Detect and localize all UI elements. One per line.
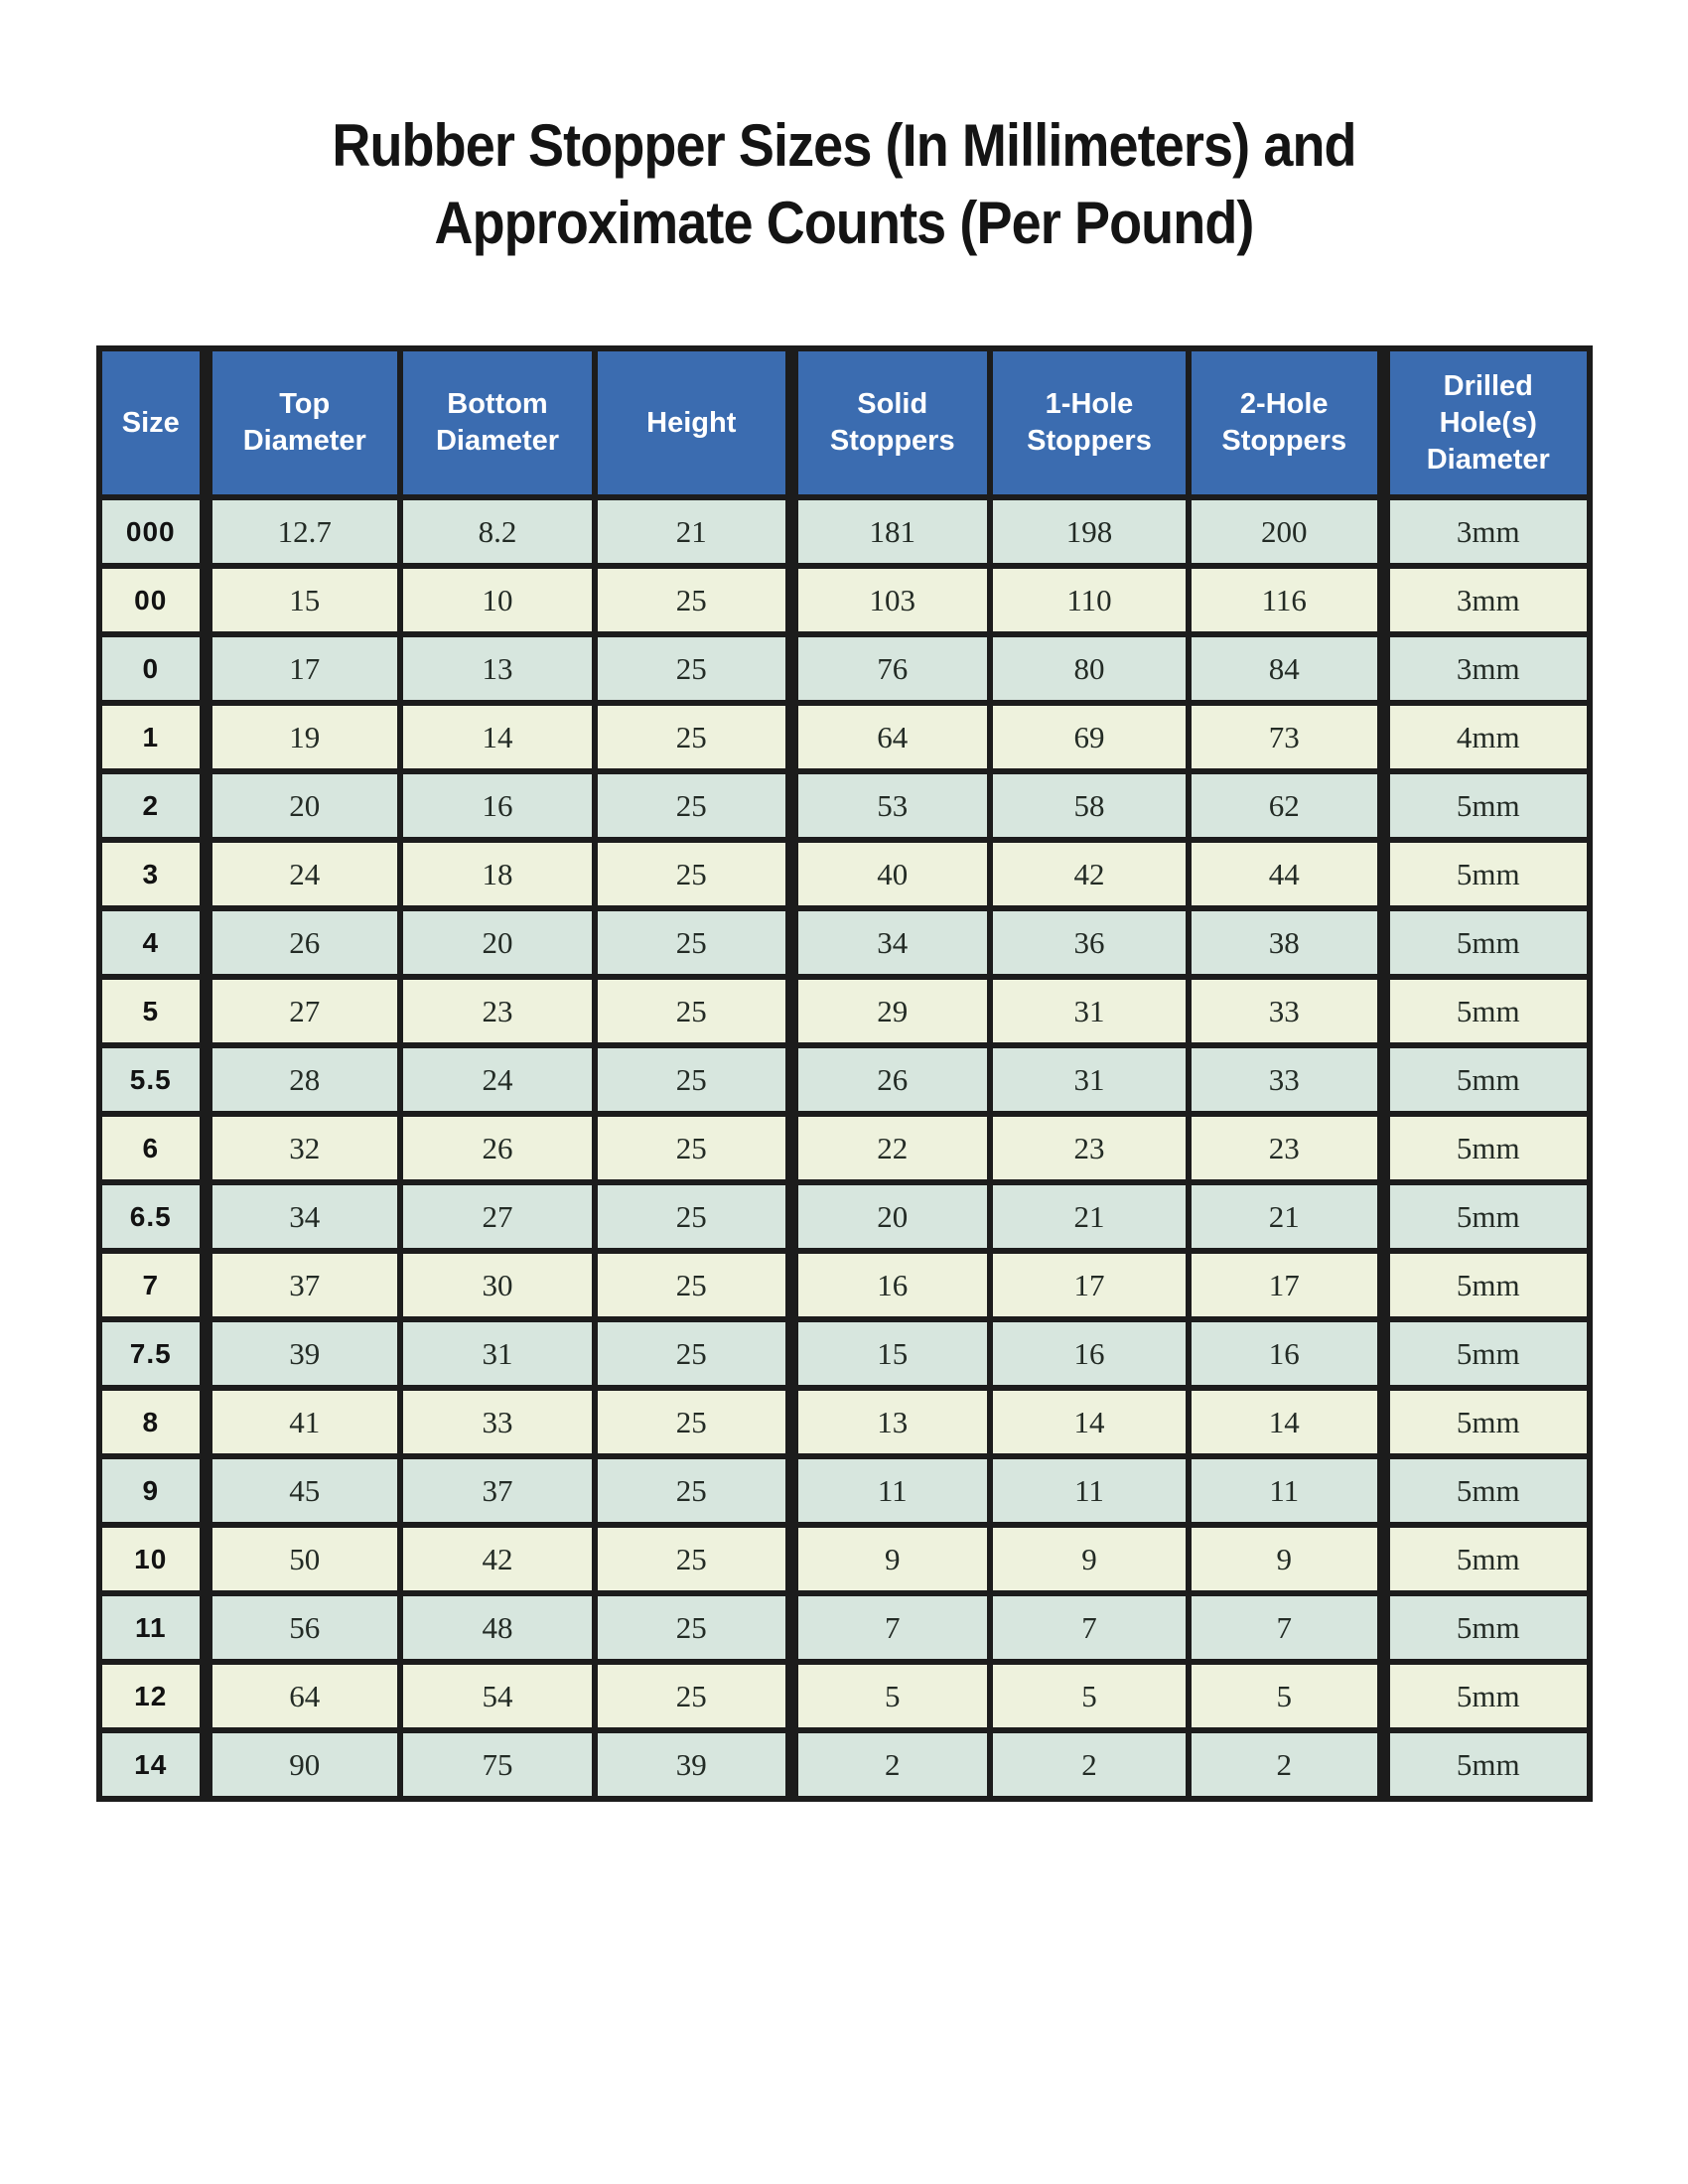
table-cell: 10	[400, 566, 595, 634]
row-size-label: 00	[99, 566, 206, 634]
table-header	[99, 348, 1590, 497]
table-cell: 25	[595, 771, 791, 840]
table-cell: 5	[791, 1662, 990, 1730]
table-cell: 25	[595, 634, 791, 703]
table-body	[99, 497, 1590, 1799]
table-cell: 110	[990, 566, 1189, 634]
table-cell: 7	[1189, 1593, 1383, 1662]
table-cell: 7	[791, 1593, 990, 1662]
table-cell: 5mm	[1383, 1593, 1590, 1662]
table-cell: 54	[400, 1662, 595, 1730]
table-cell: 33	[1189, 1045, 1383, 1114]
row-size-label: 8	[99, 1388, 206, 1456]
table-cell: 15	[791, 1319, 990, 1388]
table-cell: 14	[400, 703, 595, 771]
table-cell: 5	[990, 1662, 1189, 1730]
table-cell: 25	[595, 1593, 791, 1662]
table-cell: 181	[791, 497, 990, 566]
table-cell: 17	[990, 1251, 1189, 1319]
page-title-line-2: Approximate Counts (Per Pound)	[434, 190, 1254, 256]
table-row	[99, 840, 1590, 908]
row-size-label: 7	[99, 1251, 206, 1319]
table-cell: 48	[400, 1593, 595, 1662]
table-cell: 26	[791, 1045, 990, 1114]
table-cell: 5mm	[1383, 1525, 1590, 1593]
table-cell: 25	[595, 1319, 791, 1388]
table-cell: 24	[400, 1045, 595, 1114]
stopper-size-table	[96, 345, 1593, 1802]
table-cell: 5mm	[1383, 908, 1590, 977]
table-row	[99, 1730, 1590, 1799]
table-row	[99, 703, 1590, 771]
table-cell: 14	[1189, 1388, 1383, 1456]
table-cell: 23	[990, 1114, 1189, 1182]
table-cell: 22	[791, 1114, 990, 1182]
table-cell: 45	[206, 1456, 400, 1525]
table-cell: 42	[400, 1525, 595, 1593]
row-size-label: 4	[99, 908, 206, 977]
column-header-height: Height	[595, 348, 791, 497]
table-header-row	[99, 348, 1590, 497]
table-cell: 33	[400, 1388, 595, 1456]
table-cell: 80	[990, 634, 1189, 703]
row-size-label: 1	[99, 703, 206, 771]
table-cell: 12.7	[206, 497, 400, 566]
table-cell: 16	[791, 1251, 990, 1319]
table-cell: 37	[206, 1251, 400, 1319]
table-cell: 25	[595, 1114, 791, 1182]
table-cell: 64	[791, 703, 990, 771]
table-cell: 90	[206, 1730, 400, 1799]
table-cell: 13	[400, 634, 595, 703]
table-cell: 84	[1189, 634, 1383, 703]
table-row	[99, 1114, 1590, 1182]
table-cell: 32	[206, 1114, 400, 1182]
table-cell: 5mm	[1383, 1045, 1590, 1114]
row-size-label: 0	[99, 634, 206, 703]
table-cell: 5mm	[1383, 1182, 1590, 1251]
table-row	[99, 1388, 1590, 1456]
table-row	[99, 1251, 1590, 1319]
table-cell: 23	[400, 977, 595, 1045]
table-cell: 13	[791, 1388, 990, 1456]
table-cell: 33	[1189, 977, 1383, 1045]
table-cell: 62	[1189, 771, 1383, 840]
table-cell: 27	[400, 1182, 595, 1251]
table-cell: 64	[206, 1662, 400, 1730]
table-cell: 25	[595, 1456, 791, 1525]
table-cell: 16	[400, 771, 595, 840]
table-cell: 41	[206, 1388, 400, 1456]
table-cell: 9	[1189, 1525, 1383, 1593]
row-size-label: 3	[99, 840, 206, 908]
table-row	[99, 1182, 1590, 1251]
table-cell: 23	[1189, 1114, 1383, 1182]
table-cell: 26	[206, 908, 400, 977]
row-size-label: 11	[99, 1593, 206, 1662]
table-cell: 2	[1189, 1730, 1383, 1799]
table-cell: 29	[791, 977, 990, 1045]
table-cell: 116	[1189, 566, 1383, 634]
table-cell: 25	[595, 1388, 791, 1456]
column-header-1-hole-stoppers: 1-Hole Stoppers	[990, 348, 1189, 497]
table-cell: 20	[400, 908, 595, 977]
table-cell: 25	[595, 1045, 791, 1114]
table-cell: 75	[400, 1730, 595, 1799]
table-cell: 38	[1189, 908, 1383, 977]
column-header-bottom-diameter: Bottom Diameter	[400, 348, 595, 497]
table-cell: 5mm	[1383, 1388, 1590, 1456]
row-size-label: 12	[99, 1662, 206, 1730]
table-cell: 3mm	[1383, 566, 1590, 634]
table-cell: 16	[1189, 1319, 1383, 1388]
table-cell: 11	[1189, 1456, 1383, 1525]
table-cell: 103	[791, 566, 990, 634]
row-size-label: 10	[99, 1525, 206, 1593]
table-cell: 24	[206, 840, 400, 908]
column-header-size: Size	[99, 348, 206, 497]
table-cell: 15	[206, 566, 400, 634]
row-size-label: 5.5	[99, 1045, 206, 1114]
table-cell: 39	[206, 1319, 400, 1388]
table-cell: 5mm	[1383, 1456, 1590, 1525]
table-cell: 5mm	[1383, 977, 1590, 1045]
row-size-label: 6.5	[99, 1182, 206, 1251]
table-cell: 8.2	[400, 497, 595, 566]
table-cell: 25	[595, 1182, 791, 1251]
table-cell: 5mm	[1383, 1662, 1590, 1730]
table-row	[99, 1045, 1590, 1114]
table-cell: 73	[1189, 703, 1383, 771]
table-row	[99, 634, 1590, 703]
table-cell: 20	[791, 1182, 990, 1251]
table-cell: 42	[990, 840, 1189, 908]
table-cell: 25	[595, 566, 791, 634]
table-cell: 40	[791, 840, 990, 908]
table-cell: 16	[990, 1319, 1189, 1388]
table-cell: 17	[1189, 1251, 1383, 1319]
table-cell: 39	[595, 1730, 791, 1799]
table-cell: 11	[990, 1456, 1189, 1525]
table-cell: 25	[595, 1251, 791, 1319]
column-header-top-diameter: Top Diameter	[206, 348, 400, 497]
table-cell: 31	[400, 1319, 595, 1388]
table-cell: 34	[791, 908, 990, 977]
table-cell: 44	[1189, 840, 1383, 908]
table-row	[99, 977, 1590, 1045]
table-cell: 5mm	[1383, 1114, 1590, 1182]
table-cell: 69	[990, 703, 1189, 771]
table-cell: 18	[400, 840, 595, 908]
table-row	[99, 1456, 1590, 1525]
table-cell: 21	[595, 497, 791, 566]
table-cell: 53	[791, 771, 990, 840]
row-size-label: 5	[99, 977, 206, 1045]
row-size-label: 000	[99, 497, 206, 566]
row-size-label: 14	[99, 1730, 206, 1799]
row-size-label: 9	[99, 1456, 206, 1525]
table-cell: 36	[990, 908, 1189, 977]
table-cell: 17	[206, 634, 400, 703]
table-cell: 27	[206, 977, 400, 1045]
table-cell: 25	[595, 908, 791, 977]
table-cell: 31	[990, 1045, 1189, 1114]
table-cell: 198	[990, 497, 1189, 566]
table-row	[99, 1319, 1590, 1388]
table-cell: 21	[1189, 1182, 1383, 1251]
table-cell: 30	[400, 1251, 595, 1319]
table-cell: 5	[1189, 1662, 1383, 1730]
table-row	[99, 771, 1590, 840]
table-row	[99, 1593, 1590, 1662]
table-cell: 25	[595, 703, 791, 771]
table-cell: 7	[990, 1593, 1189, 1662]
table-cell: 34	[206, 1182, 400, 1251]
table-cell: 25	[595, 840, 791, 908]
table-cell: 20	[206, 771, 400, 840]
table-cell: 31	[990, 977, 1189, 1045]
table-row	[99, 1525, 1590, 1593]
table-cell: 14	[990, 1388, 1189, 1456]
table-row	[99, 1662, 1590, 1730]
column-header-drilled-hole-s-diameter: Drilled Hole(s) Diameter	[1383, 348, 1590, 497]
table-cell: 25	[595, 1525, 791, 1593]
table-cell: 19	[206, 703, 400, 771]
table-cell: 5mm	[1383, 840, 1590, 908]
row-size-label: 6	[99, 1114, 206, 1182]
table-cell: 5mm	[1383, 1251, 1590, 1319]
table-cell: 56	[206, 1593, 400, 1662]
table-cell: 2	[990, 1730, 1189, 1799]
table-cell: 25	[595, 1662, 791, 1730]
table-row	[99, 566, 1590, 634]
table-cell: 2	[791, 1730, 990, 1799]
table-cell: 5mm	[1383, 1319, 1590, 1388]
table-cell: 25	[595, 977, 791, 1045]
table-cell: 76	[791, 634, 990, 703]
table-cell: 4mm	[1383, 703, 1590, 771]
table-row	[99, 908, 1590, 977]
table-cell: 3mm	[1383, 634, 1590, 703]
column-header-2-hole-stoppers: 2-Hole Stoppers	[1189, 348, 1383, 497]
column-header-solid-stoppers: Solid Stoppers	[791, 348, 990, 497]
table-cell: 200	[1189, 497, 1383, 566]
page-title	[84, 107, 1604, 262]
row-size-label: 7.5	[99, 1319, 206, 1388]
table-cell: 5mm	[1383, 1730, 1590, 1799]
table-cell: 26	[400, 1114, 595, 1182]
table-row	[99, 497, 1590, 566]
table-cell: 9	[990, 1525, 1189, 1593]
page-title-line-1: Rubber Stopper Sizes (In Millimeters) and	[332, 112, 1356, 179]
table-cell: 5mm	[1383, 771, 1590, 840]
row-size-label: 2	[99, 771, 206, 840]
table-cell: 9	[791, 1525, 990, 1593]
table-cell: 37	[400, 1456, 595, 1525]
table-cell: 28	[206, 1045, 400, 1114]
table-cell: 11	[791, 1456, 990, 1525]
table-cell: 3mm	[1383, 497, 1590, 566]
table-cell: 50	[206, 1525, 400, 1593]
table-cell: 21	[990, 1182, 1189, 1251]
table-cell: 58	[990, 771, 1189, 840]
